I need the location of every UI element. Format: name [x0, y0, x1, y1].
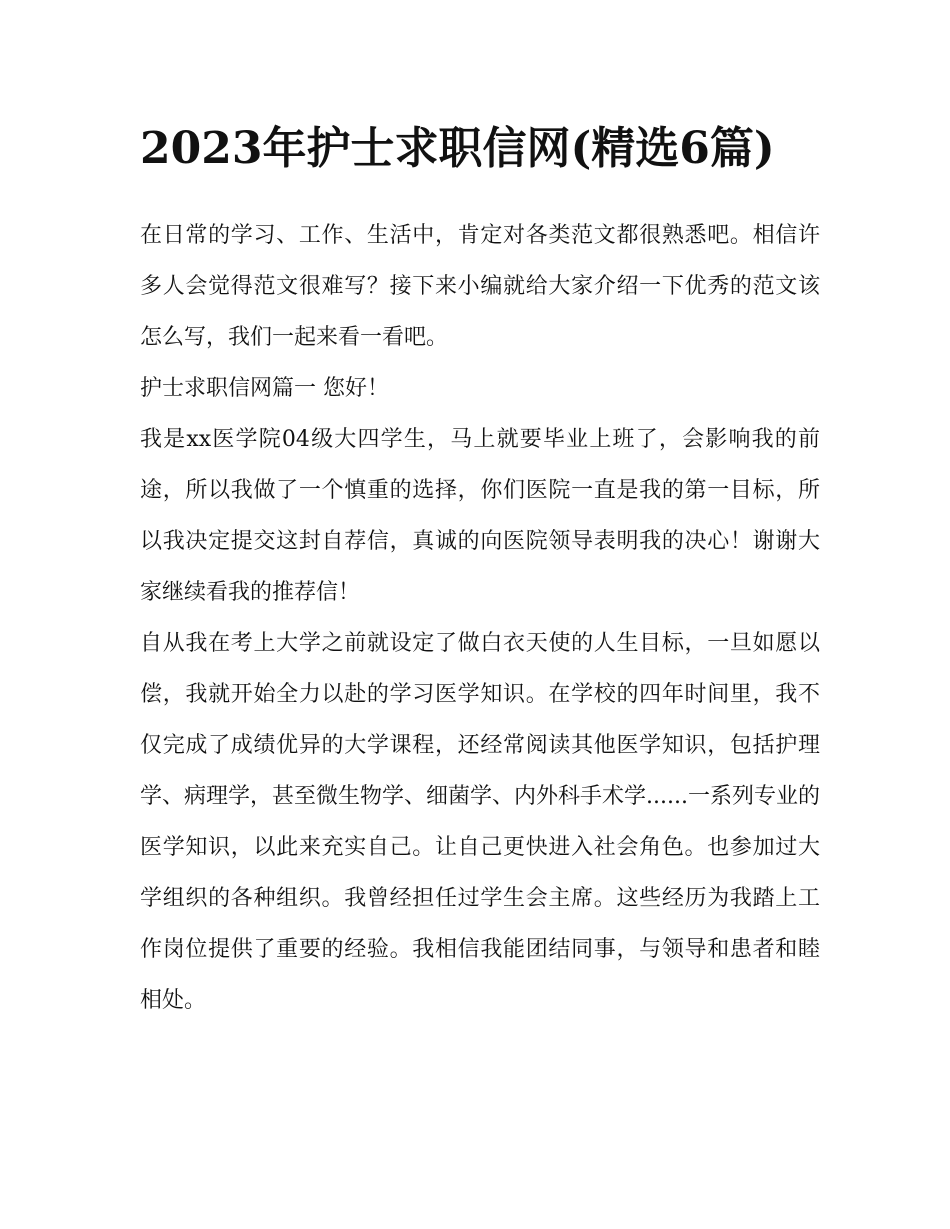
body-paragraph: 我是xx医学院04级大四学生，马上就要毕业上班了，会影响我的前途，所以我做了一个慎重的选择，你们医院一直是我的第一目标，所以我决定提交这封自荐信，真诚的向医院领导表明我的决心！谢谢大家继续看我的推荐信！: [140, 427, 820, 605]
document-title: 2023年护士求职信网(精选6篇): [140, 123, 775, 174]
document-page: [140, 110, 820, 1026]
body-paragraph: 自从我在考上大学之前就设定了做白衣天使的人生目标，一旦如愿以偿，我就开始全力以赴的学习医学知识。在学校的四年时间里，我不仅完成了成绩优异的大学课程，还经常阅读其他医学知识，包括护理学、病理学，甚至微生物学、细菌学、内外科手术学......一系列专业的医学知识，以此来充实自己。让自己更快进入社会角色。也参加过大学组织的各种组织。我曾经担任过学生会主席。这些经历为我踏上工作岗位提供了重要的经验。我相信我能团结同事，与领导和患者和睦相处。: [140, 631, 820, 1013]
intro-paragraph: 在日常的学习、工作、生活中，肯定对各类范文都很熟悉吧。相信许多人会觉得范文很难写？接下来小编就给大家介绍一下优秀的范文该怎么写，我们一起来看一看吧。: [140, 223, 820, 350]
section-heading-greeting: 护士求职信网篇一 您好！: [140, 376, 389, 401]
